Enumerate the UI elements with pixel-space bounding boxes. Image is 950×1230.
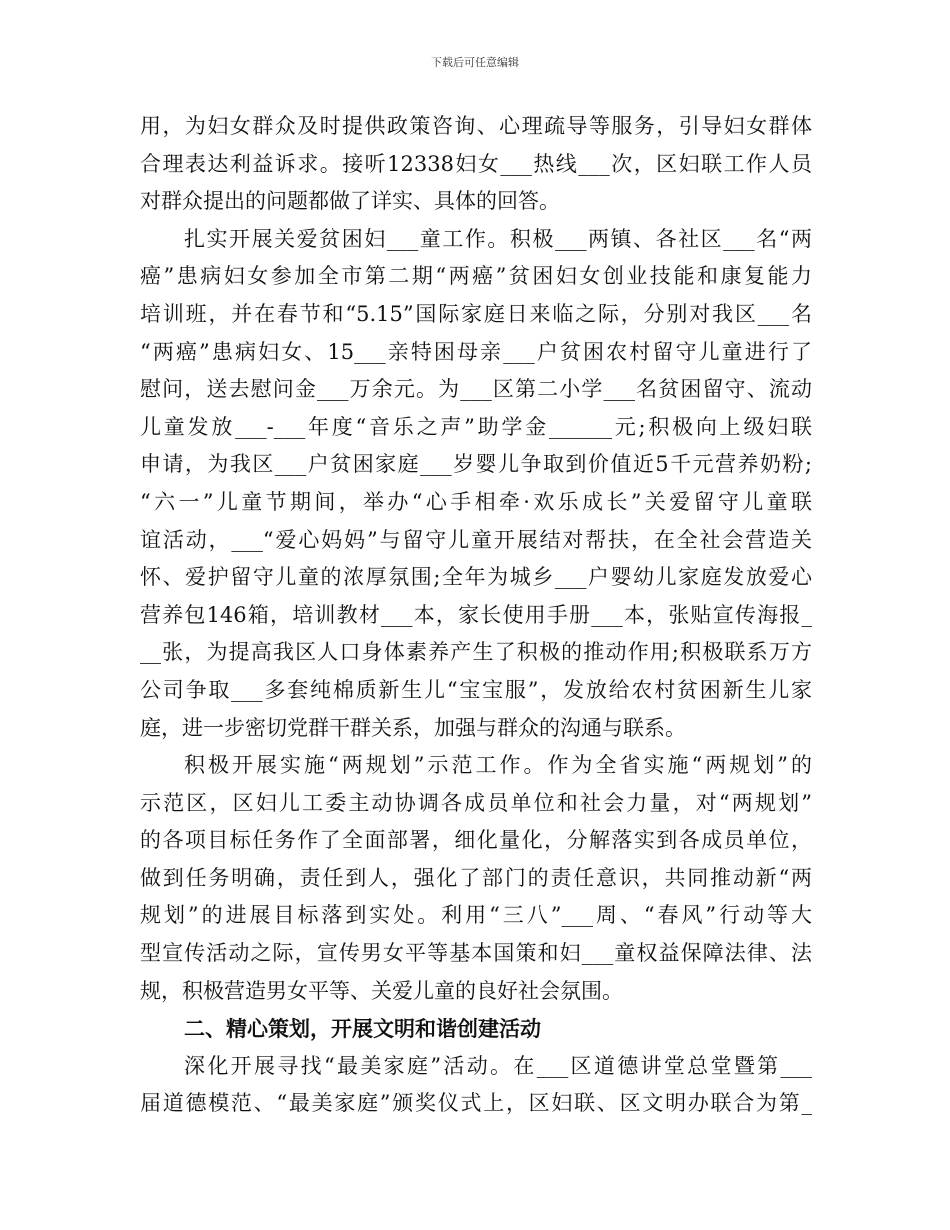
text-line (140, 446, 812, 484)
text-line (140, 296, 812, 334)
text-line-content: 扎实开展关爱贫困妇___童工作。积极___两镇、各社区___名“两 (184, 226, 812, 251)
text-line (140, 822, 812, 860)
text-line (140, 935, 812, 973)
text-line-content: 慰问，送去慰问金___万余元。为___区第二小学___名贫困留守、流动 (140, 377, 812, 402)
text-line-content: 做到任务明确，责任到人，强化了部门的责任意识，共同推动新“两 (140, 865, 812, 890)
text-line-content: 规，积极营造男女平等、关爱儿童的良好社会氛围。 (140, 978, 623, 1003)
text-line-content: 的各项目标任务作了全面部署，细化量化，分解落实到各成员单位， (140, 828, 812, 853)
text-line (140, 108, 812, 146)
text-line-content: 儿童发放___-___年度“音乐之声”助学金______元;积极向上级妇联 (140, 414, 812, 439)
text-line-content: “六一”儿童节期间，举办“心手相牵·欢乐成长”关爱留守儿童联 (140, 489, 812, 514)
text-line (140, 1048, 812, 1086)
text-line (140, 258, 812, 296)
text-line (140, 221, 812, 259)
document-body (140, 108, 812, 1123)
text-line (140, 371, 812, 409)
text-line (140, 1085, 812, 1123)
text-line (140, 183, 812, 221)
text-line (140, 897, 812, 935)
text-line-content: 规划”的进展目标落到实处。利用“三八”___周、“春风”行动等大 (140, 903, 812, 928)
text-line (140, 973, 812, 1011)
text-line (140, 559, 812, 597)
text-line-content: 庭，进一步密切党群干群关系，加强与群众的沟通与联系。 (140, 715, 686, 740)
text-line (140, 860, 812, 898)
text-line (140, 334, 812, 372)
text-line-content: __张，为提高我区人口身体素养产生了积极的推动作用;积极联系万方 (140, 640, 812, 665)
text-line (140, 672, 812, 710)
text-line-content: 用，为妇女群众及时提供政策咨询、心理疏导等服务，引导妇女群体 (140, 114, 812, 138)
text-line-content: 营养包146箱，培训教材___本，家长使用手册___本，张贴宣传海报_ (140, 602, 812, 627)
text-line (140, 522, 812, 560)
text-line-content: 积极开展实施“两规划”示范工作。作为全省实施“两规划”的 (184, 753, 812, 778)
text-line-content: 示范区，区妇儿工委主动协调各成员单位和社会力量，对“两规划” (140, 790, 812, 815)
page-header: 下载后可任意编辑 (431, 56, 519, 69)
text-line (140, 785, 812, 823)
text-line-content: 对群众提出的问题都做了详实、具体的回答。 (140, 189, 560, 214)
text-line-content: 型宣传活动之际，宣传男女平等基本国策和妇___童权益保障法律、法 (140, 941, 812, 966)
text-line-content: 癌”患病妇女参加全市第二期“两癌”贫困妇女创业技能和康复能力 (140, 264, 812, 289)
text-line (140, 634, 812, 672)
text-line-content: 届道德模范、“最美家庭”颁奖仪式上，区妇联、区文明办联合为第_ (140, 1091, 812, 1116)
text-line-content: 合理表达利益诉求。接听12338妇女___热线___次，区妇联工作人员 (140, 151, 812, 176)
text-line-content: “两癌”患病妇女、15___亲特困母亲___户贫困农村留守儿童进行了 (140, 339, 812, 364)
text-line-content: 培训班，并在春节和“5.15”国际家庭日来临之际，分别对我区___名 (140, 301, 812, 326)
text-line (140, 597, 812, 635)
text-line (140, 409, 812, 447)
text-line-content: 二、精心策划，开展文明和谐创建活动 (184, 1016, 541, 1042)
text-line-content: 公司争取___多套纯棉质新生儿“宝宝服”，发放给农村贫困新生儿家 (140, 677, 812, 702)
text-line (140, 146, 812, 184)
text-line (140, 484, 812, 522)
text-line (140, 747, 812, 785)
text-line-content: 怀、爱护留守儿童的浓厚氛围;全年为城乡___户婴幼儿家庭发放爱心 (140, 565, 812, 590)
section-heading (140, 1010, 812, 1048)
text-line (140, 710, 812, 748)
text-line-content: 申请，为我区___户贫困家庭___岁婴儿争取到价值近5千元营养奶粉; (140, 452, 812, 477)
text-line-content: 谊活动，___“爱心妈妈”与留守儿童开展结对帮扶，在全社会营造关 (140, 527, 812, 552)
text-line-content: 深化开展寻找“最美家庭”活动。在___区道德讲堂总堂暨第___ (184, 1053, 812, 1078)
